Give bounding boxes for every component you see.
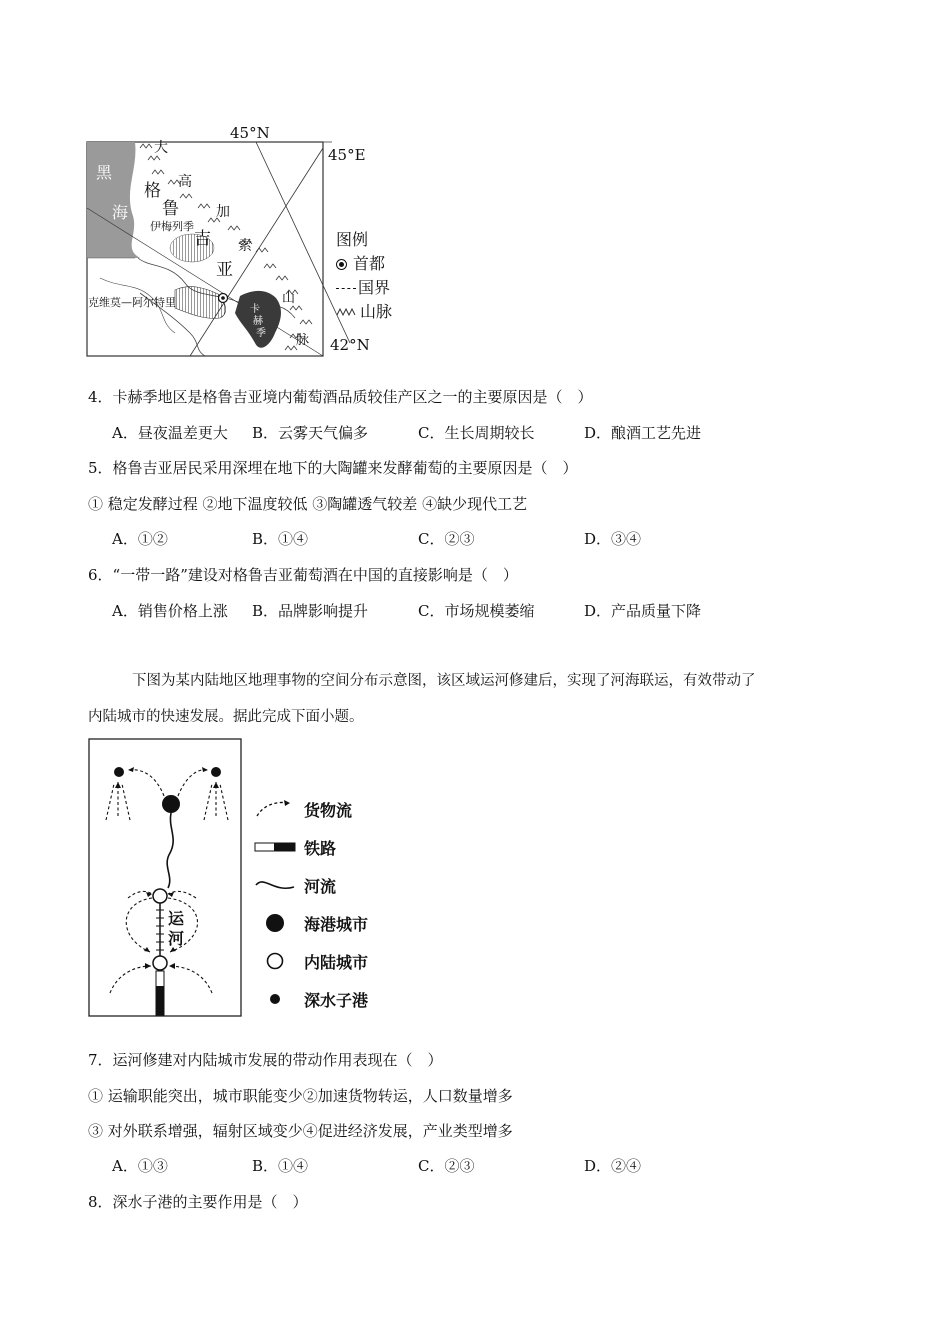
- legend-mountain: [336, 300, 392, 324]
- legend-seaport-label: 海港城市: [304, 914, 369, 934]
- legend-river-label: 河流: [304, 876, 337, 896]
- kakheti-char-3: 季: [256, 328, 266, 339]
- country-char-3: 吉: [194, 229, 211, 249]
- q5-option-c[interactable]: C．②③: [418, 530, 475, 548]
- q5-statements: ① 稳定发酵过程 ②地下温度较低 ③陶罐透气较差 ④缺少现代工艺: [88, 495, 528, 513]
- legend-railway: [254, 828, 368, 866]
- intro-line-1: 下图为某内陆地区地理事物的空间分布示意图，该区域运河修建后，实现了河海联运，有效带动了: [132, 673, 756, 689]
- kakheti-char-2: 赫: [253, 316, 263, 327]
- q4-option-b[interactable]: B．云雾天气偏多: [252, 424, 369, 442]
- mountain-icon: [336, 307, 358, 317]
- inland-city-icon: [254, 951, 296, 971]
- river-icon: [254, 877, 296, 893]
- mountain-char-4: 索: [238, 238, 252, 254]
- legend-goods-flow-label: 货物流: [304, 800, 353, 820]
- mountain-char-6: 脉: [296, 333, 310, 348]
- q6-option-b[interactable]: B．品牌影响提升: [252, 602, 369, 620]
- country-char-4: 亚: [216, 260, 233, 280]
- imereti-label: 伊梅列季: [150, 220, 194, 233]
- mountain-char-1: 大: [154, 140, 168, 156]
- deep-port-left: [114, 767, 124, 777]
- canal-char-1: 运: [168, 909, 185, 928]
- q6-stem: 6．“一带一路”建设对格鲁吉亚葡萄酒在中国的直接影响是（ ）: [88, 566, 518, 584]
- country-char-2: 鲁: [162, 199, 179, 219]
- legend-goods-flow: [254, 790, 368, 828]
- q7-statement-2: ③ 对外联系增强，辐射区域变少④促进经济发展，产业类型增多: [88, 1122, 513, 1140]
- sea-char-2: 海: [112, 203, 129, 222]
- legend-river: [254, 866, 368, 904]
- canal-char-2: 河: [168, 929, 185, 948]
- q4-stem: 4．卡赫季地区是格鲁吉亚境内葡萄酒品质较佳产区之一的主要原因是（ ）: [88, 388, 593, 406]
- mountain-char-5: 山: [282, 291, 296, 306]
- legend-railway-label: 铁路: [304, 838, 337, 858]
- kakheti-char-1: 卡: [250, 304, 260, 315]
- legend-title: 图例: [336, 230, 369, 249]
- q4-option-c[interactable]: C．生长周期较长: [418, 424, 535, 442]
- seaport-icon: [254, 913, 296, 933]
- q5-option-a[interactable]: A．①②: [112, 530, 168, 548]
- sea-char-1: 黑: [96, 163, 113, 182]
- q7-statement-1: ① 运输职能突出，城市职能变少②加速货物转运，人口数量增多: [88, 1087, 513, 1105]
- inland-city-upper: [153, 889, 167, 903]
- legend-mountain-label: 山脉: [360, 302, 393, 321]
- goods-flow-icon: [254, 798, 296, 820]
- q5-option-b[interactable]: B．①④: [252, 530, 309, 548]
- map1-legend: [336, 228, 392, 324]
- intro-line-2: 内陆城市的快速发展。据此完成下面小题。: [88, 709, 364, 725]
- capital-icon: [336, 259, 347, 270]
- border-icon: [336, 288, 356, 289]
- legend-capital-label: 首都: [353, 254, 386, 273]
- country-char-1: 格: [144, 181, 161, 201]
- railway-icon: [254, 841, 296, 853]
- canal-diagram: [88, 738, 243, 1018]
- q6-option-d[interactable]: D．产品质量下降: [584, 602, 702, 620]
- legend-deep-port-label: 深水子港: [304, 990, 369, 1010]
- lon-45e-label: 45°E: [328, 146, 366, 164]
- q7-option-c[interactable]: C．②③: [418, 1157, 475, 1175]
- q4-option-d[interactable]: D．酿酒工艺先进: [584, 424, 702, 442]
- legend-border: [336, 276, 392, 300]
- canal-diagram-svg: [88, 738, 243, 1018]
- q7-stem: 7．运河修建对内陆城市发展的带动作用表现在（ ）: [88, 1051, 443, 1069]
- legend-inland-city-label: 内陆城市: [304, 952, 369, 972]
- q7-option-b[interactable]: B．①④: [252, 1157, 309, 1175]
- q6-option-c[interactable]: C．市场规模萎缩: [418, 602, 535, 620]
- inland-city-lower: [153, 956, 167, 970]
- q5-stem: 5．格鲁吉亚居民采用深埋在地下的大陶罐来发酵葡萄的主要原因是（ ）: [88, 459, 578, 477]
- kvemo-kartli-label: 克维莫—阿尔特里: [88, 296, 176, 309]
- q7-option-a[interactable]: A．①③: [112, 1157, 168, 1175]
- lat-45n-label: 45°N: [230, 124, 270, 142]
- legend-border-label: 国界: [358, 278, 391, 297]
- map2-legend: [254, 790, 368, 1018]
- seaport-city: [162, 795, 180, 813]
- mountain-char-3: 加: [216, 204, 230, 220]
- mountain-char-2: 高: [178, 174, 192, 190]
- legend-inland-city: [254, 942, 368, 980]
- q4-option-a[interactable]: A．昼夜温差更大: [112, 424, 228, 442]
- lat-42n-label: 42°N: [330, 336, 370, 354]
- q7-option-d[interactable]: D．②④: [584, 1157, 642, 1175]
- q8-stem: 8．深水子港的主要作用是（ ）: [88, 1193, 308, 1211]
- deep-port-icon: [254, 989, 296, 1009]
- deep-port-right: [211, 767, 221, 777]
- legend-deep-port: [254, 980, 368, 1018]
- legend-capital: [336, 252, 392, 276]
- q6-option-a[interactable]: A．销售价格上涨: [112, 602, 228, 620]
- legend-seaport: [254, 904, 368, 942]
- q5-option-d[interactable]: D．③④: [584, 530, 642, 548]
